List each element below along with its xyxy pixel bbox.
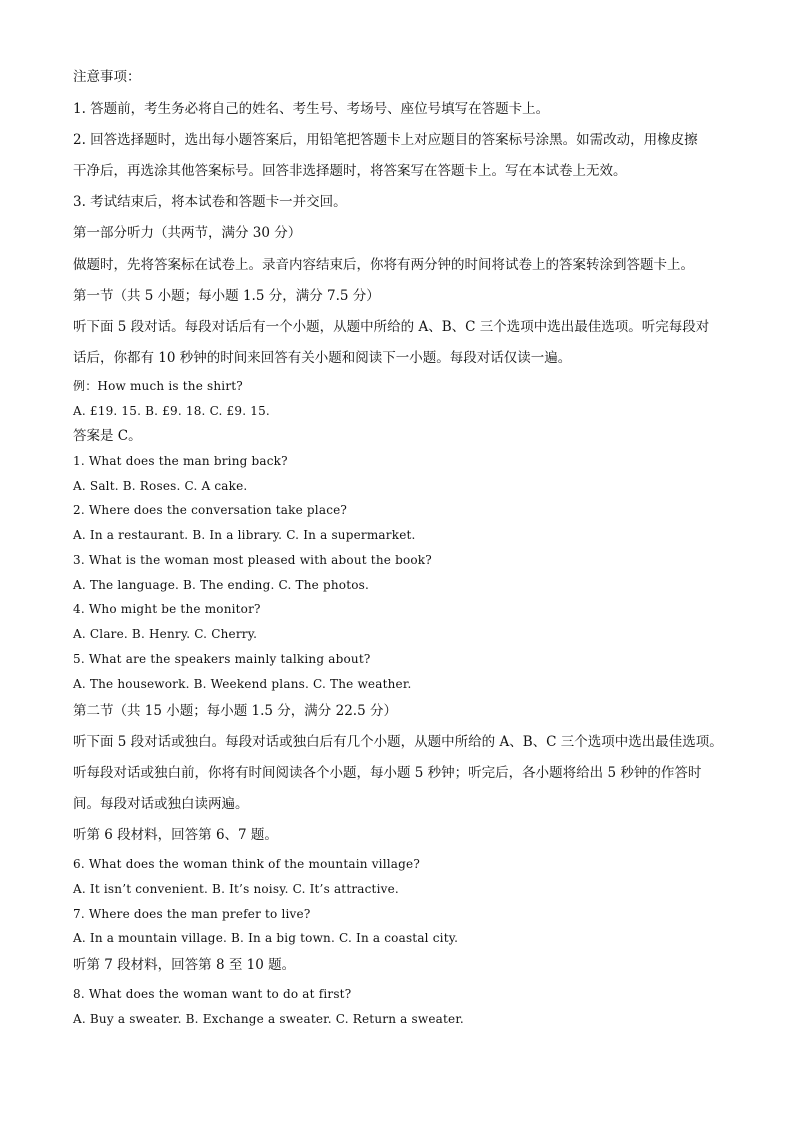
question-6: 6. What does the woman think of the mountain village? (73, 857, 420, 871)
notice-item-2-continued: 干净后，再选涂其他答案标号。回答非选择题时，将答案写在答题卡上。写在本试卷上无效。 (73, 163, 627, 179)
question-7: 7. Where does the man prefer to live? (73, 907, 311, 921)
question-8-options: A. Buy a sweater. B. Exchange a sweater. C. Return a sweater. (73, 1012, 464, 1026)
question-4-options: A. Clare. B. Henry. C. Cherry. (73, 627, 258, 641)
notice-title: 注意事项： (73, 69, 141, 85)
section2-instruction-line: 听每段对话或独白前，你将有时间阅读各个小题，每小题 5 秒钟；听完后，各小题将给出 5 秒钟的作答时 (73, 765, 702, 781)
question-3: 3. What is the woman most pleased with about the book? (73, 553, 432, 567)
question-6-options: A. It isn’t convenient. B. It’s noisy. C. It’s attractive. (73, 882, 399, 896)
section2-instruction-line: 听下面 5 段对话或独白。每段对话或独白后有几个小题，从题中所给的 A、B、C 三个选项中选出最佳选项。 (73, 734, 723, 750)
notice-item-3: 3. 考试结束后，将本试卷和答题卡一并交回。 (73, 194, 347, 210)
section2-instruction-line: 间。每段对话或独白读两遍。 (73, 796, 249, 812)
part1-instruction: 做题时，先将答案标在试卷上。录音内容结束后，你将有两分钟的时间将试卷上的答案转涂到答题卡上。 (73, 257, 694, 273)
question-3-options: A. The language. B. The ending. C. The photos. (73, 578, 370, 592)
section1-instruction-line: 话后，你都有 10 秒钟的时间来回答有关小题和阅读下一小题。每段对话仅读一遍。 (73, 350, 572, 366)
notice-item-2: 2. 回答选择题时，选出每小题答案后，用铅笔把答题卡上对应题目的答案标号涂黑。如需改动，用橡皮擦 (73, 132, 698, 148)
material-6-intro: 听第 6 段材料，回答第 6、7 题。 (73, 827, 278, 843)
question-1-options: A. Salt. B. Roses. C. A cake. (73, 479, 248, 493)
part1-heading: 第一部分听力（共两节，满分 30 分） (73, 225, 302, 241)
material-7-intro: 听第 7 段材料，回答第 8 至 10 题。 (73, 957, 296, 973)
example-options: A. £19. 15. B. £9. 18. C. £9. 15. (73, 404, 270, 418)
question-4: 4. Who might be the monitor? (73, 602, 261, 616)
question-7-options: A. In a mountain village. B. In a big town. C. In a coastal city. (73, 931, 459, 945)
question-2-options: A. In a restaurant. B. In a library. C. In a supermarket. (73, 528, 416, 542)
question-8: 8. What does the woman want to do at first? (73, 987, 352, 1001)
notice-item-1: 1. 答题前，考生务必将自己的姓名、考生号、考场号、座位号填写在答题卡上。 (73, 101, 550, 117)
section2-heading: 第二节（共 15 小题；每小题 1.5 分，满分 22.5 分） (73, 703, 397, 719)
question-2: 2. Where does the conversation take place? (73, 503, 348, 517)
section1-heading: 第一节（共 5 小题；每小题 1.5 分，满分 7.5 分） (73, 288, 380, 304)
question-5-options: A. The housework. B. Weekend plans. C. The weather. (73, 677, 412, 691)
example-question: 例：How much is the shirt? (73, 379, 243, 393)
section1-instruction-line: 听下面 5 段对话。每段对话后有一个小题，从题中所给的 A、B、C 三个选项中选出最佳选项。听完每段对 (73, 319, 710, 335)
question-5: 5. What are the speakers mainly talking about? (73, 652, 371, 666)
question-1: 1. What does the man bring back? (73, 454, 288, 468)
example-answer: 答案是 C。 (73, 428, 142, 444)
